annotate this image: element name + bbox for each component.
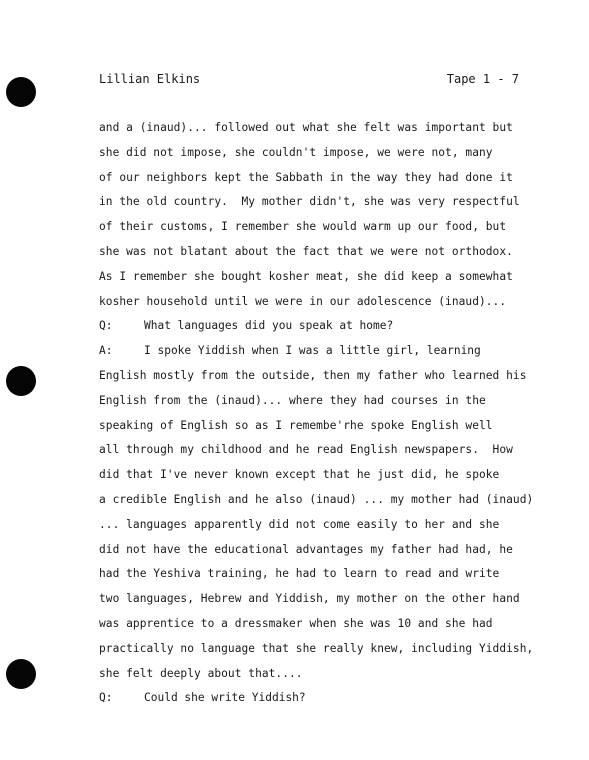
- tape-label: Tape 1 - 7: [446, 72, 519, 86]
- text-line: kosher household until we were in our adolescence (inaud)...: [99, 294, 507, 308]
- text-line: was apprentice to a dressmaker when she was 10 and she had: [99, 616, 493, 630]
- question-line: [99, 318, 549, 343]
- interviewee-name: Lillian Elkins: [99, 72, 201, 86]
- answer-line: [99, 343, 549, 368]
- page-header: [99, 72, 519, 92]
- binder-hole-bottom: [6, 659, 36, 689]
- answer-text: I spoke Yiddish when I was a little girl, learning: [144, 344, 481, 358]
- answer-label: A:: [99, 344, 113, 358]
- text-line: and a (inaud)... followed out what she felt was important but: [99, 121, 513, 134]
- question-text: What languages did you speak at home?: [144, 319, 394, 333]
- text-line: she was not blatant about the fact that we were not orthodox.: [99, 244, 513, 258]
- text-line: As I remember she bought kosher meat, she did keep a somewhat: [99, 269, 513, 283]
- text-line: she did not impose, she couldn't impose, we were not, many: [99, 145, 493, 159]
- binder-hole-top: [6, 77, 36, 107]
- text-line: English from the (inaud)... where they had courses in the: [99, 393, 486, 407]
- text-line: had the Yeshiva training, he had to learn to read and write: [99, 567, 500, 581]
- text-line: of their customs, I remember she would warm up our food, but: [99, 220, 507, 234]
- text-line: she felt deeply about that....: [99, 666, 303, 680]
- question-label: Q:: [99, 691, 113, 705]
- text-line: did that I've never known except that he just did, he spoke: [99, 468, 500, 482]
- text-line: all through my childhood and he read English newspapers. How: [99, 443, 513, 457]
- binder-hole-middle: [6, 366, 36, 396]
- question-label: Q:: [99, 319, 113, 333]
- text-line: a credible English and he also (inaud) ... my mother had (inaud): [99, 492, 534, 506]
- question-line: [99, 690, 549, 715]
- text-line: ... languages apparently did not come easily to her and she: [99, 517, 500, 531]
- question-text: Could she write Yiddish?: [144, 691, 306, 705]
- text-line: English mostly from the outside, then my father who learned his: [99, 368, 527, 382]
- text-line: did not have the educational advantages my father had had, he: [99, 542, 513, 556]
- text-line: practically no language that she really knew, including Yiddish,: [99, 641, 534, 655]
- text-line: two languages, Hebrew and Yiddish, my mother on the other hand: [99, 592, 520, 606]
- text-line: speaking of English so as I remembe'rhe spoke English well: [99, 418, 493, 432]
- transcript-body: [99, 120, 549, 715]
- text-line: of our neighbors kept the Sabbath in the way they had done it: [99, 170, 513, 184]
- text-line: in the old country. My mother didn't, she was very respectful: [99, 195, 520, 209]
